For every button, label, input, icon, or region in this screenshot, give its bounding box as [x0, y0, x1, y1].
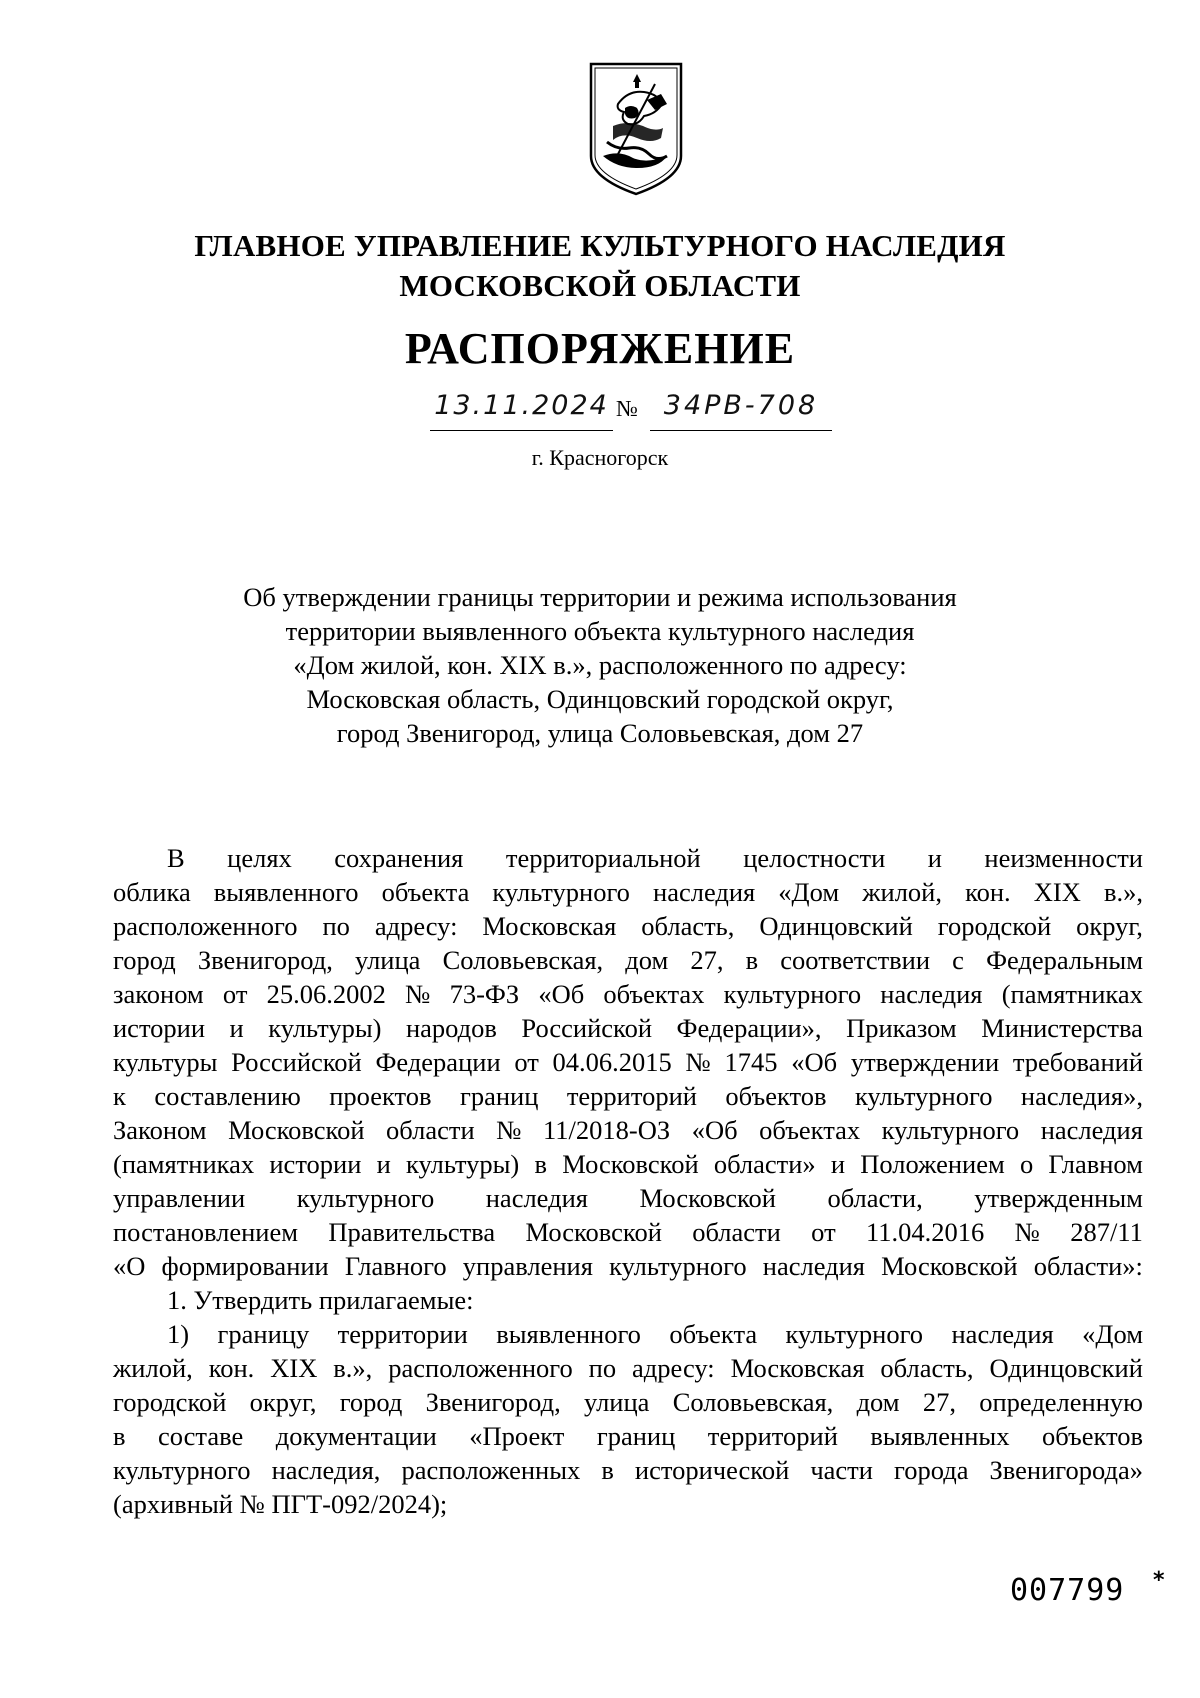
body-line [113, 1011, 1143, 1045]
body-word: в [534, 1149, 547, 1179]
body-word: по [588, 1353, 617, 1383]
body-word: в.», [1103, 877, 1143, 907]
body-word: Министерства [981, 1013, 1143, 1043]
body-line [113, 1385, 1143, 1419]
body-word: дом [856, 1387, 900, 1417]
body-word: требований [1012, 1047, 1143, 1077]
body-word: наследия», [1020, 1081, 1143, 1111]
body-line [113, 841, 1143, 875]
body-word: составлению [154, 1081, 301, 1111]
stamp-asterisk: * [1153, 1568, 1165, 1593]
body-word: округ, [1076, 911, 1143, 941]
body-word: территорий [707, 1421, 838, 1451]
subject-line: Московская область, Одинцовский городской округ, [306, 684, 894, 714]
body-word: документации [275, 1421, 437, 1451]
body-word: с [952, 945, 964, 975]
body-word: законом [113, 979, 204, 1009]
body-word: проектов [329, 1081, 432, 1111]
body-word: соответствии [780, 945, 931, 975]
body-word: утвержденным [974, 1183, 1143, 1213]
body-word: расположенного [388, 1353, 573, 1383]
body-word: в.», [333, 1353, 373, 1383]
body-word: 73-ФЗ [449, 979, 520, 1009]
body-line [113, 1181, 1143, 1215]
body-word: Законом [113, 1115, 207, 1145]
organization-name-line1: ГЛАВНОЕ УПРАВЛЕНИЕ КУЛЬТУРНОГО НАСЛЕДИЯ [194, 228, 1006, 263]
body-word: 11/2018-ОЗ [543, 1115, 671, 1145]
body-word: области [386, 1115, 475, 1145]
body-word: облика [113, 877, 191, 907]
body-line [113, 1453, 1143, 1487]
body-word: области [692, 1217, 781, 1247]
body-word: Федеральным [986, 945, 1143, 975]
body-word: объекта [381, 877, 470, 907]
body-word: и [376, 1149, 391, 1179]
body-word: Звенигород, [425, 1387, 561, 1417]
body-word: культуры [113, 1047, 218, 1077]
body-word: города [894, 1455, 969, 1485]
body-word: № [496, 1115, 522, 1145]
document-body [113, 841, 1143, 1521]
document-type-title: РАСПОРЯЖЕНИЕ [404, 324, 796, 373]
body-word: Федерации», [676, 1013, 822, 1043]
body-word: наследия [485, 1183, 588, 1213]
body-word: неизменности [984, 843, 1143, 873]
body-word: Одинцовский [989, 1353, 1143, 1383]
number-sign: № [616, 396, 638, 421]
body-word: территории [337, 1319, 468, 1349]
body-word: городской [113, 1387, 227, 1417]
body-word: объектах [759, 1115, 861, 1145]
subject-line: «Дом жилой, кон. XIX в.», расположенного по адресу: [293, 650, 907, 680]
body-word: Московская [482, 911, 617, 941]
body-word: город [113, 945, 176, 975]
body-word: формировании [161, 1251, 329, 1281]
body-word: адресу: [374, 911, 458, 941]
body-word: наследия [762, 1251, 865, 1281]
body-line [113, 1419, 1143, 1453]
body-word: город [339, 1387, 403, 1417]
body-word: 287/11 [1070, 1217, 1143, 1247]
body-word: и [229, 1013, 244, 1043]
body-word: Приказом [846, 1013, 957, 1043]
body-line [113, 977, 1143, 1011]
body-word: Московской [639, 1183, 776, 1213]
subject-line: территории выявленного объекта культурного наследия [285, 616, 915, 646]
body-word: кон. [208, 1353, 255, 1383]
body-word: 27, [690, 945, 724, 975]
body-word: Российской [231, 1047, 362, 1077]
body-word: объекта [669, 1319, 758, 1349]
body-word: территорий [566, 1081, 697, 1111]
body-word: Соловьевская, [672, 1387, 834, 1417]
document-date: 13.11.2024 [430, 390, 613, 431]
body-word: в [745, 945, 759, 975]
body-word: культурного [785, 1319, 924, 1349]
body-word: о [1019, 1149, 1034, 1179]
body-word: «Проект [469, 1421, 565, 1451]
body-word: и [927, 843, 942, 873]
body-word: целях [227, 843, 292, 873]
body-line [113, 1249, 1143, 1283]
body-word: наследия [951, 1319, 1054, 1349]
body-word: культурного [492, 877, 630, 907]
body-word: границу [217, 1319, 310, 1349]
body-line [113, 1215, 1143, 1249]
body-word: «О [113, 1251, 146, 1281]
body-word: 27, [922, 1387, 956, 1417]
body-word: городской [937, 911, 1052, 941]
body-word: в [601, 1455, 614, 1485]
body-word: объектов [725, 1081, 827, 1111]
body-word: адресу: [632, 1353, 715, 1383]
body-word: народов [405, 1013, 497, 1043]
body-word: границ [596, 1421, 676, 1451]
body-word: расположенного [113, 911, 298, 941]
body-word: составе [158, 1421, 244, 1451]
body-word: Положением [860, 1149, 1005, 1179]
body-line [113, 875, 1143, 909]
body-word: «Об [791, 1047, 838, 1077]
body-line [113, 909, 1143, 943]
body-word: Московской [525, 1217, 662, 1247]
body-word: определенную [979, 1387, 1143, 1417]
body-word: культурного [296, 1183, 435, 1213]
body-word: 1745 [724, 1047, 778, 1077]
body-word: истории [269, 1149, 362, 1179]
body-word: управлении [113, 1183, 246, 1213]
body-word: «Об [538, 979, 585, 1009]
body-word: «Дом [778, 877, 840, 907]
body-word: В [167, 843, 185, 873]
subject-line: город Звенигород, улица Соловьевская, дом 27 [336, 718, 864, 748]
body-word: жилой, [113, 1353, 193, 1383]
body-word: «Об [691, 1115, 738, 1145]
body-word: от [811, 1217, 836, 1247]
body-word: Федерации [375, 1047, 501, 1077]
body-word: улица [584, 1387, 650, 1417]
body-word: культурного [881, 1115, 1020, 1145]
registration-stamp-number: 007799 [1010, 1573, 1125, 1608]
body-word: объектов [1041, 1421, 1143, 1451]
body-word: к [113, 1081, 126, 1111]
body-word: XIX [1033, 877, 1081, 907]
document-subject [0, 580, 1200, 750]
body-word: от [514, 1047, 539, 1077]
body-line [113, 1113, 1143, 1147]
body-word: культурного [854, 1081, 993, 1111]
body-word: Московской [881, 1251, 1018, 1281]
body-word: (памятниках [113, 1149, 255, 1179]
moscow-region-coat-of-arms-icon [583, 60, 689, 197]
city-location: г. Красногорск [531, 445, 669, 470]
body-word: части [810, 1455, 873, 1485]
body-word: утверждении [850, 1047, 1000, 1077]
body-word: «Дом [1082, 1319, 1143, 1349]
body-word: округ, [249, 1387, 317, 1417]
body-word: управления [462, 1251, 593, 1281]
body-word: объектах [603, 979, 705, 1009]
body-line: 1. Утвердить прилагаемые: [167, 1285, 474, 1315]
body-word: (памятниках [1001, 979, 1143, 1009]
body-word: сохранения [334, 843, 464, 873]
body-word: области»: [1033, 1251, 1143, 1281]
body-word: культуры) [268, 1013, 382, 1043]
body-word: целостности [743, 843, 886, 873]
body-word: наследия, [271, 1455, 381, 1485]
body-word: кон. [965, 877, 1011, 907]
subject-line: Об утверждении границы территории и режима использования [243, 582, 957, 612]
body-word: расположенных [401, 1455, 581, 1485]
body-word: выявленного [213, 877, 359, 907]
body-word: жилой, [862, 877, 942, 907]
body-word: улица [355, 945, 421, 975]
body-word: Главного [344, 1251, 447, 1281]
body-word: 25.06.2002 [266, 979, 386, 1009]
body-word: Главном [1048, 1149, 1143, 1179]
body-word: Звенигород, [197, 945, 333, 975]
body-line [113, 1079, 1143, 1113]
body-word: Соловьевская, [442, 945, 604, 975]
body-word: наследия [1040, 1115, 1143, 1145]
body-word: Правительства [328, 1217, 496, 1247]
body-word: 04.06.2015 [552, 1047, 672, 1077]
body-word: исторической [634, 1455, 790, 1485]
body-word: № [1014, 1217, 1040, 1247]
body-word: выявленных [870, 1421, 1010, 1451]
body-word: области, [827, 1183, 923, 1213]
body-word: 11.04.2016 [866, 1217, 985, 1247]
body-word: Московской [228, 1115, 365, 1145]
body-word: территориальной [505, 843, 701, 873]
body-word: № [405, 979, 431, 1009]
body-word: Московская [730, 1353, 865, 1383]
body-word: и [830, 1149, 846, 1179]
body-word: границ [459, 1081, 539, 1111]
body-word: культуры) [406, 1149, 520, 1179]
body-word: Московской [562, 1149, 699, 1179]
body-word: культурного [609, 1251, 747, 1281]
body-word: наследия [653, 877, 756, 907]
body-word: наследия [880, 979, 983, 1009]
body-word: области» [713, 1149, 816, 1179]
body-word: по [322, 911, 350, 941]
body-line [113, 943, 1143, 977]
body-line [113, 1317, 1143, 1351]
body-word: Одинцовский [759, 911, 913, 941]
body-word: в [113, 1421, 126, 1451]
body-word: культурного [113, 1455, 251, 1485]
body-word: истории [113, 1013, 206, 1043]
body-word: 1) [167, 1319, 190, 1349]
body-line [113, 1147, 1143, 1181]
body-word: Российской [521, 1013, 653, 1043]
body-line: (архивный № ПГТ-092/2024); [113, 1489, 448, 1519]
organization-name-line2: МОСКОВСКОЙ ОБЛАСТИ [399, 268, 801, 303]
body-word: дом [625, 945, 669, 975]
body-line [113, 1045, 1143, 1079]
body-line [113, 1351, 1143, 1385]
body-word: от [222, 979, 248, 1009]
body-word: № [685, 1047, 711, 1077]
body-word: Звенигорода» [989, 1455, 1143, 1485]
body-word: область, [641, 911, 735, 941]
document-number: 34РВ-708 [650, 390, 832, 431]
body-word: культурного [723, 979, 862, 1009]
body-word: область, [880, 1353, 974, 1383]
body-word: постановлением [113, 1217, 298, 1247]
body-word: XIX [270, 1353, 318, 1383]
body-word: выявленного [496, 1319, 641, 1349]
